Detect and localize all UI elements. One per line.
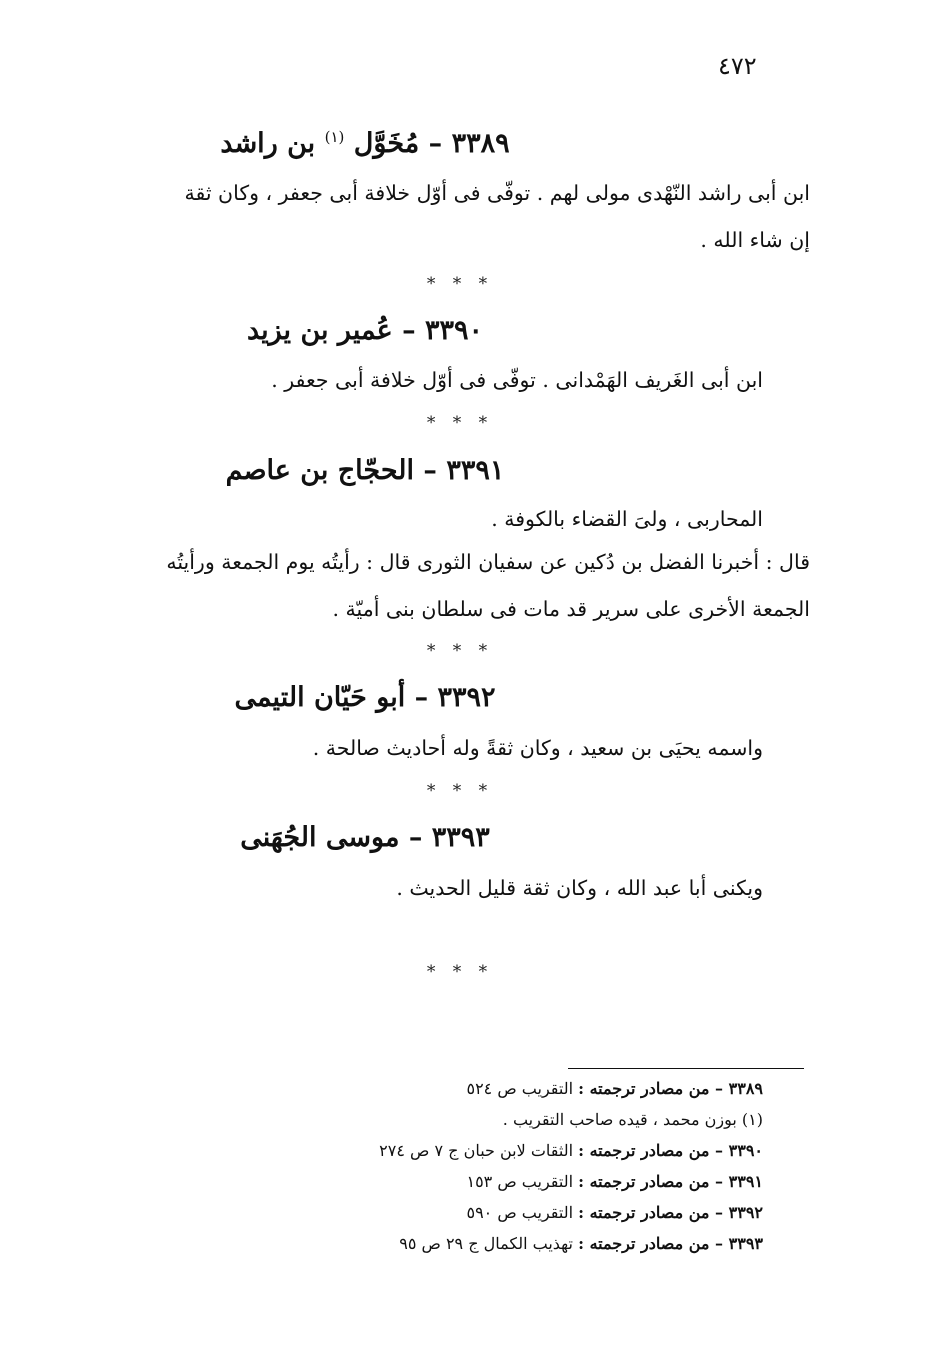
separator-stars: * * * — [426, 413, 494, 433]
footnote-text: (١) بوزن محمد ، قيده صاحب التقريب . — [502, 1110, 763, 1129]
footnote-label: ٣٣٩١ – من مصادر ترجمته : — [578, 1172, 763, 1191]
footnote-3392 — [123, 1198, 763, 1228]
text-line: إن شاء الله . — [700, 228, 810, 252]
entry-number: ٣٣٨٩ — [451, 128, 510, 159]
entry-title-3390 — [100, 315, 630, 346]
entry-text-3390 — [108, 357, 763, 404]
entry-number: ٣٣٩٢ — [437, 682, 496, 713]
entry-dash: – — [414, 682, 429, 713]
entry-text-3389 — [110, 170, 810, 264]
entry-dash: – — [428, 128, 443, 159]
entry-title-3393 — [100, 822, 630, 853]
entry-number: ٣٣٩٣ — [431, 822, 490, 853]
text-line: ابن أبى الغَريف الهَمْدانى . توفّى فى أوّل خلافة أبى جعفر . — [271, 368, 763, 392]
entry-title-3391 — [100, 455, 630, 486]
page-number: ٤٧٢ — [718, 52, 757, 80]
entry-title-3389 — [100, 128, 630, 159]
entry-paragraph-3391 — [110, 539, 810, 633]
footnote-label: ٣٣٩٠ – من مصادر ترجمته : — [578, 1141, 763, 1160]
entry-dash: – — [402, 315, 416, 346]
entry-text-3393 — [108, 865, 763, 912]
footnote-3390 — [123, 1136, 763, 1166]
footnote-3389 — [123, 1074, 763, 1104]
separator-stars: * * * — [426, 962, 494, 982]
text-line: ابن أبى راشد النّهْدى مولى لهم . توفّى فى أوّل خلافة أبى جعفر ، وكان ثقة — [184, 181, 810, 205]
footnote-text: التقريب ص ٥٩٠ — [466, 1203, 574, 1222]
separator-stars: * * * — [426, 641, 494, 661]
footnote-text: تهذيب الكمال ج ٢٩ ص ٩٥ — [399, 1234, 574, 1253]
entry-dash: – — [408, 822, 423, 853]
footnote-rule — [568, 1068, 804, 1069]
footnote-text: التقريب ص ٥٢٤ — [466, 1079, 574, 1098]
text-line: واسمه يحيَى بن سعيد ، وكان ثقةً وله أحاديث صالحة . — [312, 736, 763, 760]
separator-stars: * * * — [426, 781, 494, 801]
entry-name: مُخَوَّل — [353, 128, 420, 159]
entry-number: ٣٣٩٠ — [425, 315, 484, 346]
entry-dash: – — [423, 455, 437, 486]
entry-title-3392 — [100, 682, 630, 713]
entry-name: عُمير بن يزيد — [246, 315, 393, 346]
entry-name: الحجّاج بن عاصم — [225, 455, 414, 486]
footnote-text: التقريب ص ١٥٣ — [466, 1172, 574, 1191]
text-line: الجمعة الأخرى على سرير قد مات فى سلطان بنى أميّة . — [332, 597, 810, 621]
text-line: ويكنى أبا عبد الله ، وكان ثقة قليل الحديث . — [396, 876, 763, 900]
footnote-label: ٣٣٩٣ – من مصادر ترجمته : — [578, 1234, 763, 1253]
footnote-3393 — [123, 1229, 763, 1259]
entry-name: أبو حَيّان التيمى — [234, 682, 406, 713]
footnote-label: ٣٣٩٢ – من مصادر ترجمته : — [578, 1203, 763, 1222]
footnote-1 — [123, 1105, 763, 1135]
entry-number: ٣٣٩١ — [446, 455, 505, 486]
entry-text-3391 — [108, 496, 763, 543]
separator-stars: * * * — [426, 274, 494, 294]
entry-name-rest: بن راشد — [220, 128, 316, 159]
entry-text-3392 — [108, 725, 763, 772]
footnote-label: ٣٣٨٩ – من مصادر ترجمته : — [578, 1079, 763, 1098]
footnote-3391 — [123, 1167, 763, 1197]
text-line: المحاربى ، ولىَ القضاء بالكوفة . — [491, 507, 763, 531]
entry-name: موسى الجُهَنى — [240, 822, 400, 853]
footnote-text: الثقات لابن حبان ج ٧ ص ٢٧٤ — [379, 1141, 574, 1160]
footnote-marker: (١) — [324, 128, 345, 146]
text-line: قال : أخبرنا الفضل بن دُكين عن سفيان الثورى قال : رأيتُه يوم الجمعة ورأيتُه — [166, 550, 810, 574]
